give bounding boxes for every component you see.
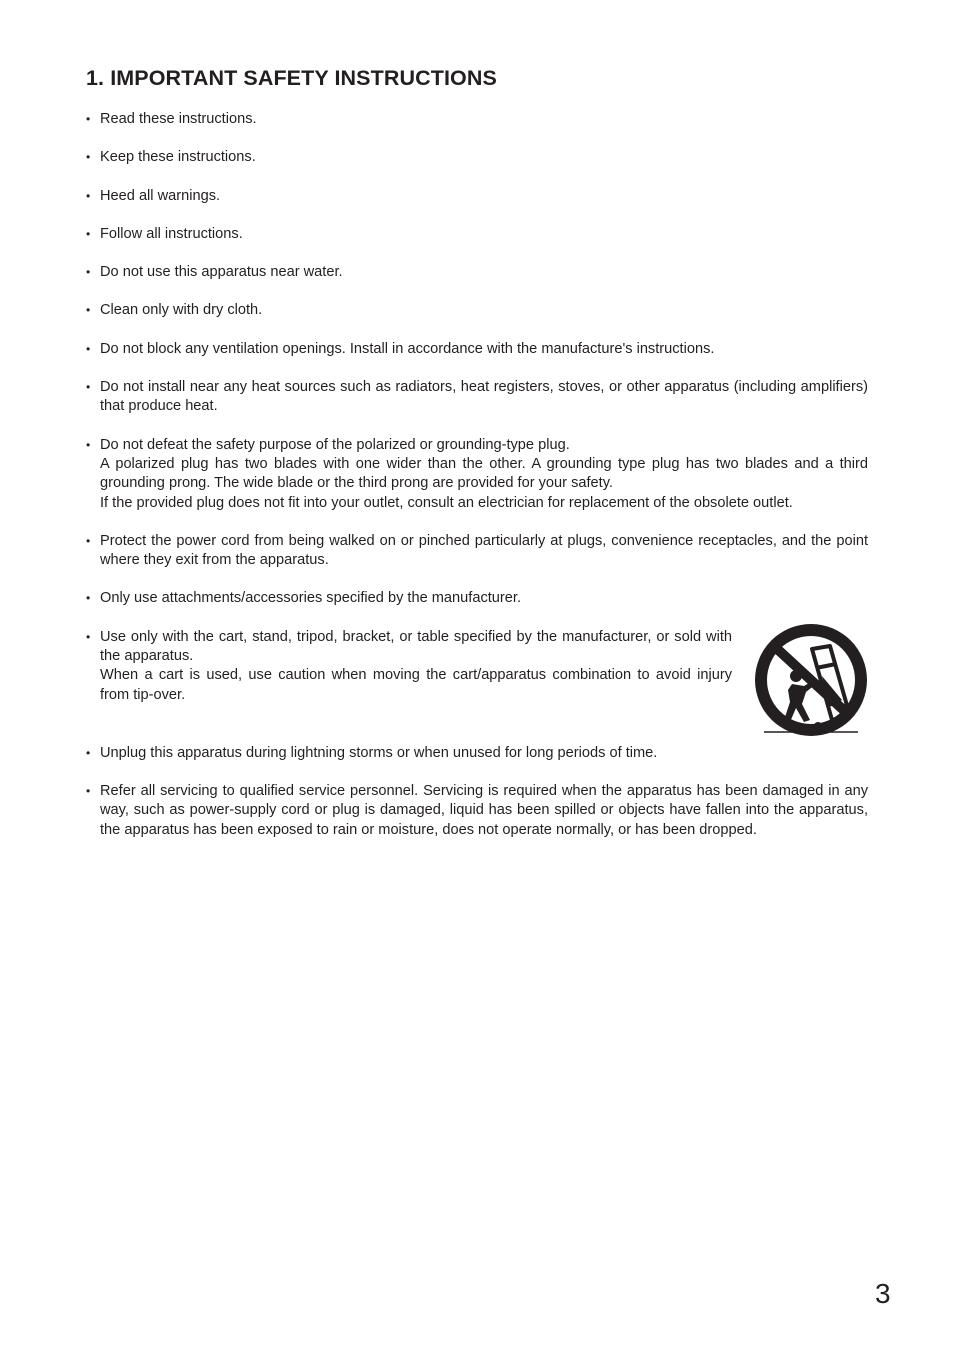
instruction-text: If the provided plug does not fit into your outlet, consult an electrician for replacement of the obsolete outlet. [100,494,793,511]
instruction-text: When a cart is used, use caution when moving the cart/apparatus combination to avoid injury from tip-over. [100,667,732,703]
list-item [86,532,868,571]
bullet-icon: • [86,380,91,395]
page-title: 1. IMPORTANT SAFETY INSTRUCTIONS [86,66,497,90]
bullet-icon: • [86,188,91,203]
instruction-text: Heed all warnings. [100,187,221,204]
bullet-icon: • [86,533,91,548]
bullet-icon: • [86,341,91,356]
bullet-icon: • [86,150,91,165]
bullet-icon: • [86,265,91,280]
list-item [86,340,868,359]
list-item [86,225,868,244]
bullet-icon: • [86,112,91,126]
bullet-icon: • [86,437,91,452]
cart-instruction-text [100,628,732,705]
instruction-text: Use only with the cart, stand, tripod, bracket, or table specified by the manufacturer, or sold with the apparatus. [100,628,732,665]
instruction-text: Read these instructions. [100,111,257,127]
instruction-text: A polarized plug has two blades with one wider than the other. A grounding type plug has two blades and a third grounding prong. The wide blade or the third prong are provided for your safety. [100,455,868,492]
page-number: 3 [875,1278,891,1309]
instruction-text: Unplug this apparatus during lightning storms or when unused for long periods of time. [100,744,658,761]
instruction-text: Do not use this apparatus near water. [100,264,343,281]
instruction-text: Follow all instructions. [100,225,243,242]
safety-instructions-list [86,110,868,859]
list-item [86,148,868,167]
instruction-text: Refer all servicing to qualified service personnel. Servicing is required when the apparatus has been damaged in any way, such as power-supply cord or plug is damaged, liquid has been spilled or objects have fallen into the apparatus, the apparatus has been exposed to rain or moisture, does not operate normally, or has been dropped. [100,783,868,838]
instruction-text: Do not block any ventilation openings. Install in accordance with the manufacture's instructions. [100,340,715,357]
bullet-icon: • [86,745,91,760]
instruction-text: Keep these instructions. [100,149,256,166]
instruction-text: Do not install near any heat sources such as radiators, heat registers, stoves, or other apparatus (including amplifiers) that produce heat. [100,379,868,415]
list-item [86,628,868,725]
bullet-icon: • [86,591,91,606]
list-item [86,782,868,840]
list-item [86,110,868,129]
bullet-icon: • [86,784,91,799]
bullet-icon: • [86,629,91,644]
bullet-icon: • [86,303,91,318]
instruction-text: Protect the power cord from being walked on or pinched particularly at plugs, convenience receptacles, and the point where they exit from the apparatus. [100,532,868,569]
bullet-icon: • [86,226,91,241]
instruction-text: Do not defeat the safety purpose of the polarized or grounding-type plug. [100,436,570,453]
instruction-text: Only use attachments/accessories specified by the manufacturer. [100,590,521,607]
cart-tip-over-warning-icon [752,624,870,740]
list-item [86,436,868,513]
list-item [86,744,868,763]
list-item [86,589,868,608]
list-item [86,187,868,206]
instruction-text: Clean only with dry cloth. [100,302,263,319]
list-item [86,301,868,320]
list-item [86,378,868,417]
list-item [86,263,868,282]
